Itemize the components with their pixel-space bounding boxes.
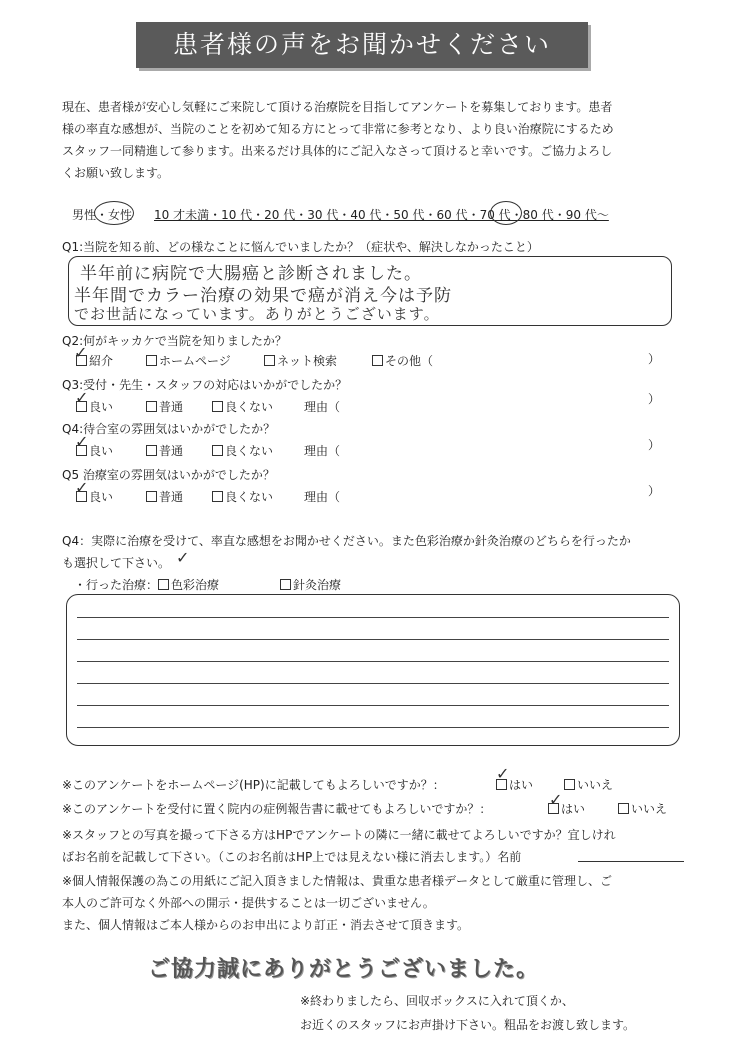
q3-option-bad[interactable] [212, 398, 273, 415]
q3-reason-label: 理由（ [304, 400, 341, 414]
checkbox[interactable] [212, 445, 223, 456]
q4-option-bad[interactable] [212, 442, 273, 459]
q6-question: Q4：実際に治療を受けて、率直な感想をお聞かせください。また色彩治療か針灸治療のどちらを行ったか [62, 534, 631, 548]
option-label: 普通 [159, 444, 184, 458]
q1-answer-line: 半年間でカラー治療の効果で癌が消え今は予防 [74, 286, 452, 306]
thanks-message: ご協力誠にありがとうございました。 [148, 957, 540, 982]
hp-consent-question: ※このアンケートをホームページ(HP)に記載してもよろしいですか？： [62, 778, 445, 792]
checkbox[interactable] [212, 401, 223, 412]
check-mark-icon: ✓ [75, 388, 89, 407]
treatment-row [74, 576, 219, 593]
checkbox[interactable] [146, 445, 157, 456]
intro-line: 現在、患者様が安心し気軽にご来院して頂ける治療院を目指してアンケートを募集しております。患者 [62, 100, 613, 114]
footer-line: ※終わりましたら、回収ボックスに入れて頂くか、 [300, 994, 574, 1008]
age-options[interactable]: 10 才未満・10 代・20 代・30 代・40 代・50 代・60 代・70 代・80 代・90 代〜 [154, 208, 609, 222]
q1-answer-line: でお世話になっています。ありがとうございます。 [74, 305, 440, 323]
q5-option-bad[interactable] [212, 488, 273, 505]
q5-question: Q5 治療室の雰囲気はいかがでしたか？ [62, 468, 275, 482]
intro-line: 様の率直な感想が、当院のことを初めて知る方にとって非常に参考となり、より良い治療院にするため [62, 122, 614, 136]
option-label: はい [561, 802, 586, 816]
answer-line [77, 705, 669, 706]
privacy-line: 本人のご許可なく外部への開示・提供することは一切ございません。 [62, 896, 435, 910]
answer-line [77, 683, 669, 684]
check-mark-icon: ✓ [75, 478, 89, 497]
report-consent-question: ※このアンケートを受付に置く院内の症例報告書に載せてもよろしいですか？： [62, 802, 492, 816]
intro-text [62, 96, 694, 184]
q5-reason-close: ） [648, 484, 661, 498]
q4-option-normal[interactable] [146, 442, 183, 459]
gender-selected-circle [94, 201, 134, 225]
option-label: 良くない [225, 444, 274, 458]
checkbox[interactable] [146, 491, 157, 502]
gender-male[interactable]: 男性・ [72, 208, 109, 222]
answer-line [77, 617, 669, 618]
option-label: ネット検索 [277, 354, 338, 368]
option-label: 針灸治療 [293, 578, 342, 592]
q1-question: Q1:当院を知る前、どの様なことに悩んでいましたか？（症状や、解決しなかったこと） [62, 240, 539, 254]
answer-line [77, 661, 669, 662]
q4-reason-close: ） [648, 438, 661, 452]
option-label: 良くない [225, 490, 274, 504]
treatment-acupuncture[interactable] [280, 576, 341, 593]
option-label: 良い [89, 444, 114, 458]
option-label: 良い [89, 400, 114, 414]
checkbox[interactable] [372, 355, 383, 366]
page-title: 患者様の声をお聞かせください [136, 22, 588, 68]
checkbox[interactable] [618, 803, 629, 814]
intro-line: スタッフ一同精進して参ります。出来るだけ具体的にご記入なさって頂けると幸いです。ご協力よろし [62, 144, 613, 158]
treatment-color[interactable]: 色彩治療 [171, 578, 220, 592]
check-mark-icon: ✓ [176, 548, 190, 567]
check-mark-icon: ✓ [549, 790, 563, 809]
checkbox[interactable] [158, 579, 169, 590]
q5-option-normal[interactable] [146, 488, 183, 505]
report-consent-no[interactable] [618, 800, 667, 817]
checkbox[interactable] [264, 355, 275, 366]
option-label: いいえ [577, 778, 614, 792]
q2-other-close: ） [648, 352, 661, 366]
q6-answer-box[interactable] [66, 594, 680, 746]
option-label: その他（ [385, 354, 434, 368]
footer-line: お近くのスタッフにお声掛け下さい。粗品をお渡し致します。 [300, 1018, 636, 1032]
q2-question: Q2:何がキッカケで当院を知りましたか？ [62, 334, 287, 348]
option-label: 良くない [225, 400, 274, 414]
option-label: 良い [89, 490, 114, 504]
q3-question: Q3:受付・先生・スタッフの対応はいかがでしたか？ [62, 378, 348, 392]
name-input-line[interactable] [578, 861, 684, 862]
q4-reason-label: 理由（ [304, 444, 341, 458]
check-mark-icon: ✓ [75, 432, 89, 451]
checkbox[interactable] [280, 579, 291, 590]
age-selected-circle [490, 201, 522, 225]
option-label: ホームページ [159, 354, 231, 368]
treatment-label: ・行った治療： [74, 578, 159, 592]
photo-consent-line: ばお名前を記載して下さい。（このお名前はHP上では見えない様に消去します。）名前 [62, 850, 522, 864]
intro-line: くお願い致します。 [62, 166, 170, 180]
q2-option-other[interactable] [372, 352, 433, 369]
checkbox[interactable] [146, 355, 157, 366]
q6-question-cont: も選択して下さい。 [62, 556, 171, 570]
check-mark-icon: ✓ [496, 764, 510, 783]
option-label: 紹介 [89, 354, 114, 368]
privacy-line: ※個人情報保護の為この用紙にご記入頂きました情報は、貴重な患者様データとして厳重に管理し、ご [62, 874, 613, 888]
answer-line [77, 639, 669, 640]
checkbox[interactable] [146, 401, 157, 412]
checkbox[interactable] [212, 491, 223, 502]
option-label: いいえ [631, 802, 668, 816]
checkbox[interactable] [564, 779, 575, 790]
option-label: はい [509, 778, 534, 792]
q3-reason-close: ） [648, 392, 661, 406]
check-mark-icon: ✓ [74, 343, 88, 362]
q5-reason-label: 理由（ [304, 490, 341, 504]
gender-female[interactable]: 女性 [108, 208, 133, 222]
q3-option-normal[interactable] [146, 398, 183, 415]
q4-question: Q4:待合室の雰囲気はいかがでしたか？ [62, 422, 276, 436]
option-label: 普通 [159, 490, 184, 504]
q2-option-web-search[interactable] [264, 352, 337, 369]
photo-consent-line: ※スタッフとの写真を撮って下さる方はHPでアンケートの隣に一緒に載せてよろしいですか？宜しけれ [62, 828, 616, 842]
answer-line [77, 727, 669, 728]
q2-option-homepage[interactable] [146, 352, 231, 369]
q1-answer-line: 半年前に病院で大腸癌と診断されました。 [80, 264, 422, 284]
privacy-line: また、個人情報はご本人様からのお申出により訂正・消去させて頂きます。 [62, 918, 470, 932]
option-label: 普通 [159, 400, 184, 414]
hp-consent-no[interactable] [564, 776, 613, 793]
